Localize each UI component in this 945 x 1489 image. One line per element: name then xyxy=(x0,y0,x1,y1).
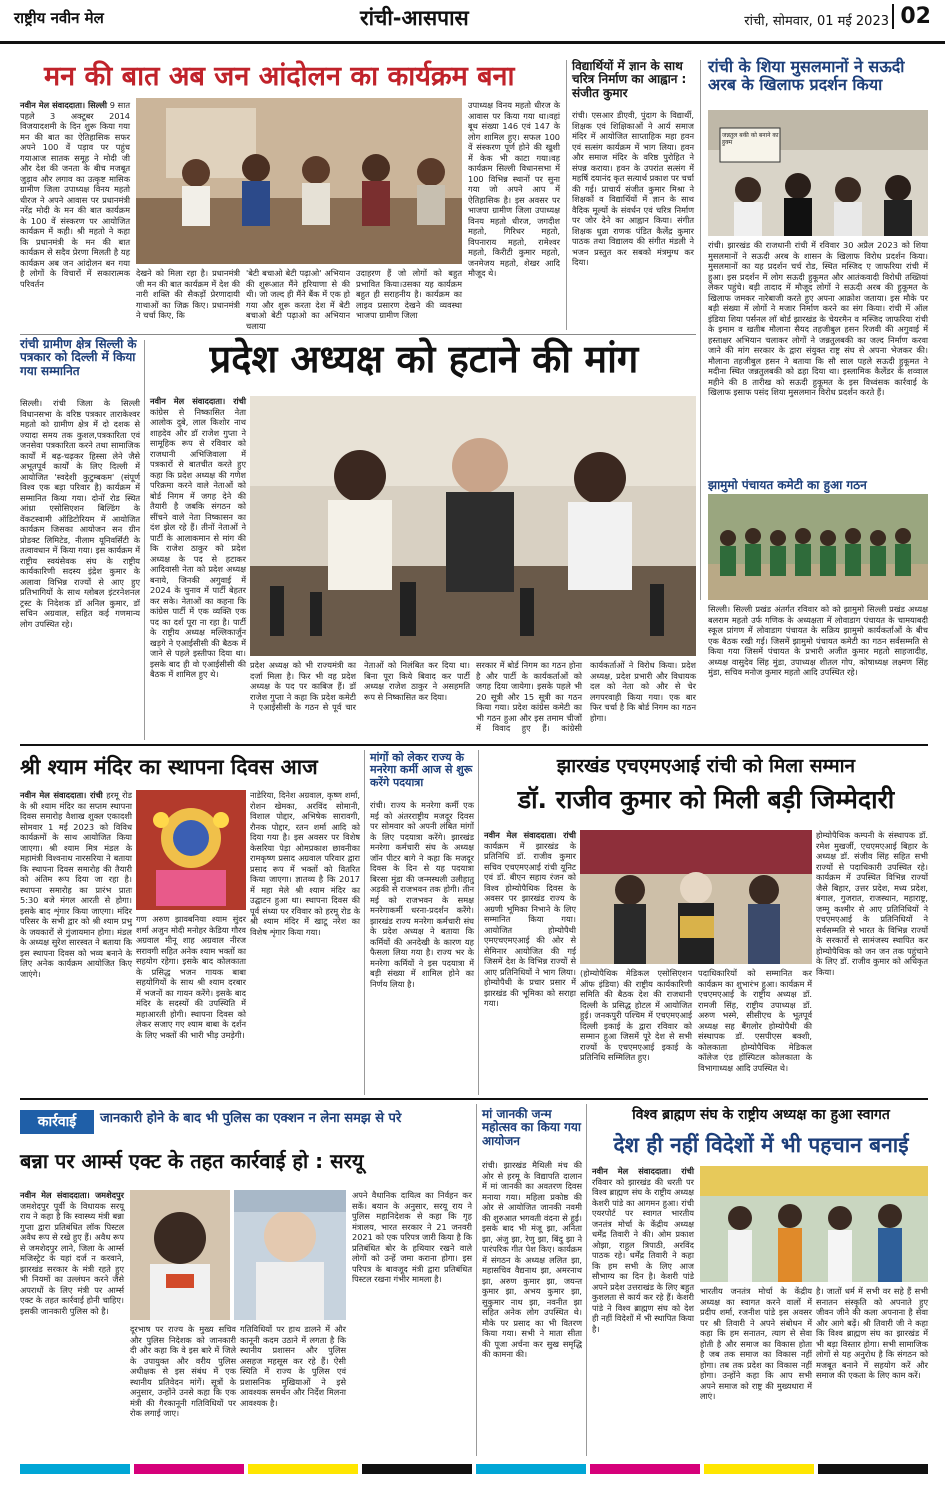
story7-text: रांची। राज्य के मनरेगा कर्मी एक मई को अंतरराष्ट्रीय मजदूर दिवस पर सोमवार को अपनी लंबित मांगों के लिए पदयात्रा करेंगे। झारखंड मनरेगा कर्मचारी संघ के अध्यक्ष जॉन पीटर बागे ने कहा कि मजदूर दिवस के दिन से यह पदयात्रा बिरसा मुंडा की जन्मस्थली उलीहातु अड़की से राजभवन तक होगी। तीन मई को राजभवन के समक्ष मनरेगाकर्मी धरना-प्रदर्शन करेंगे। झारखंड राज्य मनरेगा कर्मचारी संघ के प्रदेश अध्यक्ष ने बताया कि कर्मियों की अनदेखी के कारण यह फैसला लिया गया है। राज्य भर के मनरेगा कर्मियों ने इस पदयात्रा में बड़ी संख्या में शामिल होने का निर्णय लिया है। xyxy=(370,800,474,989)
story9-photo-2 xyxy=(234,1190,346,1320)
story1-text-a: 9 सात पहले 3 अक्टूबर 2014 विजयादशमी के दिन शुरू किया गया मन की बात का ऐतिहासिक सफर अपने 100 वें पड़ाव पर पहुंच गयाआज सातक समूह ने मोदी जी और देश की जनता के बीच मजबूत जुड़ाव और लगाव का उत्कृष्ट मासिक ग्रामीण जिला उपाध्यक्ष विनय महतो धीरज ने अपने आवास पर प्रधानमंत्री नरेंद्र मोदी के मन की बात कार्यक्रम के 100 वें संस्करण पर आयोजित कार्यक्रम में कही। श्री महतो ने कहा कि प्रधानमंत्री के मन की बात कार्यक्रम से सदैव प्रेरणा मिलती है यह कार्यक्रम अब जन आंदोलन बन गया है लोगों के विचारों में सकारात्मक परिवर्तन xyxy=(20,100,130,289)
story11-headline: देश ही नहीं विदेशों में भी पहचान बनाई xyxy=(613,1133,909,1157)
story4-side-text: सिल्ली। रांची जिला के सिल्ली विधानसभा के वरिष्ठ पत्रकार ताराकेश्वर महतो को ग्रामीण क्षेत्र में दो दशक से ज्यादा समय तक कुशल,पत्रकारिता एवं जनसेवा पत्रकारिता करने तथा सामाजिक कार्यों में बढ़-चढ़कर हिस्सा लेने जैसे अभूतपूर्व कार्यों के लिए दिल्ली में आयोजित 'स्वदेशी कुटुम्बकम' (संपूर्ण विश्व एक बड़ा परिवार है) कार्यक्रम में सम्मानित किया गया। दोनों रोड स्थित आंध्रा एसोसिएशन बिल्डिंग के वेंकटस्वामी ऑडिटोरियम में आयोजित कार्यक्रम जिसका आयोजन सन ग्रीन प्रोडक्ट लिमिटेड, नीलाम यूनिवर्सिटी के तत्वावधान में किया गया। इस कार्यक्रम में राष्ट्रीय स्वयंसेवक संघ के राष्ट्रीय कार्यकारिणी सदस्य इंद्रेश कुमार के अलावा विभिन्न राज्यों से आए हुए प्रतिभागियों के साथ ग्लोबल इंटरनेशनल ट्रस्ट के निदेशक डॉ अनिल कुमार, डॉ सचिन अग्रवाल, सहित कई गणमान्य लोग उपस्थित रहे। xyxy=(20,398,140,629)
story2-text: रांची। एसआर डीएवी, पुंदाग के विद्यार्थी, शिक्षक एवं शिक्षिकाओं ने आर्य समाज मंदिर में आयोजित साप्ताहिक महा हवन एवं सत्संग कार्यक्रम में भाग लिया। हवन और समाज मंदिर के वरिष्ठ पुरोहित ने संपन्न कराया। हवन के उपरांत सत्संग में महर्षि दयानंद कृत सत्यार्थ प्रकाश पर चर्चा की गई। प्राचार्य संजीत कुमार मिश्रा ने शिक्षकों व विद्यार्थियों में ज्ञान के साथ वैदिक मूल्यों के संवर्धन एवं चरित्र निर्माण पर जोर देने का आह्वान किया। संगीत शिक्षक धुव्रा राणक पंडित कैलेंद्र कुमार पाठक तथा विद्यालय की संगीत मंडली ने भजन प्रस्तुत कर सबको मंत्रमुग्ध कर दिया। xyxy=(572,110,694,267)
story4-photo xyxy=(250,396,696,656)
story7-headline: मांगों को लेकर राज्य के मनरेगा कर्मी आज से शुरू करेंगे पदयात्रा xyxy=(370,751,473,789)
story9-byline: नवीन मेल संवाददाता। जमशेदपुर xyxy=(20,1190,124,1200)
story9-headline: बन्ना पर आर्म्स एक्ट के तहत कार्रवाई हो : सरयू xyxy=(20,1149,364,1173)
page-number: 02 xyxy=(892,4,931,29)
story3-text: रांची। झारखंड की राजधानी रांची में रविवार 30 अप्रैल 2023 को शिया मुसलमानों ने सऊदी अरब के शासन के खिलाफ विरोध प्रदर्शन किया। मुसलमानों का यह प्रदर्शन चर्च रोड, स्थित मस्जिद ए जाफरिया रांची में हुआ। इस प्रदर्शन में लोग सऊदी हुकूमत और आतंकवादी विरोधी तख्तियां लेकर पहुंचे। बड़ी तादाद में मौजूद लोगों ने सऊदी अरब की हुकूमत के खिलाफ जमकर नारेबाजी करते हुए अपना आक्रोश जताया। इस मौके पर बड़ी संख्या में लोगों ने मजार निर्माण करने का संग किया। रांची में ऑल इंडिया शिया पर्सनल लॉ बोर्ड झारखंड के चेयरमैन व मस्जिद जाफरिया रांची के इमाम व खतीब मौलाना सैयद तहजीबुल हसन रिजवी की अगुवाई में हस्ताक्षर अभियान चलाकर लोगों ने जन्नतुलबकी का जल्द निर्माण करवा जाने की मांग सरकार के द्वारा संयुक्त राष्ट्र संघ से अपना भेजकर की। मौलाना तहजीबुल हसन ने बताया कि सौ साल पहले सऊदी हुकूमत ने मदीना स्थित जन्नतुलबकी को ढहा दिया था। इस्लामिक कैलेंडर के शव्वाल महीने की 8 तारीख को सऊदी हुकूमत के इस विध्वंसक कार्रवाई के खिलाफ इसाफ पसंद शिया मुसलमान विरोध प्रदर्शन करते हैं। xyxy=(708,240,928,397)
story9-photo-1 xyxy=(130,1190,230,1320)
story1-col5: उपाध्यक्ष विनय महतो धीरज के आवास पर किया गया था।वहां बूथ संख्या 146 एवं 147 के लोग शामिल हुए। सफल 100 वें संस्करण पूर्ण होने की खुशी में केक भी काटा गया।वह कार्यक्रम सिल्ली विधानसभा में 100 विभिन्न स्थानों पर सुना गया जो अपने आप में ऐतिहासिक है। इस अवसर पर भाजपा ग्रामीण जिला उपाध्यक्ष विनय महतो धीरज, जगदीश महतो, गिरिधर महतो, विपनाराय महतो, रामेश्वर महतो, किरीटी कुमार महतो, जनमेजय महतो, शेखर आदि मौजूद थे। xyxy=(468,100,560,278)
story10-headline: मां जानकी जन्म महोत्सव का किया गया आयोजन xyxy=(482,1107,581,1148)
dateline: रांची, सोमवार, 01 मई 2023 xyxy=(744,14,889,29)
story11-text-a: रविवार को झारखंड की धरती पर विश्व ब्राह्मण संघ के राष्ट्रीय अध्यक्ष केशरी पांडे का आगमन हुआ। रांची एयरपोर्ट पर स्वागत भारतीय जनतंत्र मोर्चा के केंद्रीय अध्यक्ष धर्मेंद्र तिवारी ने की। ओम प्रकाश ओझा, राहुल त्रिपाठी, अरविंद पाठक रहे। धर्मेंद्र तिवारी ने कहा कि हम सभी के लिए आज सौभाग्य का दिन है। केशरी पांडे अपने प्रदेश उत्तराखंड के लिए बहुत कुशलता से कार्य कर रहे हैं। केशरी पांडे ने विश्व ब्राह्मण संघ को देश ही नहीं विदेशों में भी स्थापित किया है। xyxy=(592,1176,694,1334)
story11-headline-top: विश्व ब्राह्मण संघ के राष्ट्रीय अध्यक्ष का हुआ स्वागत xyxy=(632,1107,890,1123)
story4-col2: प्रदेश अध्यक्ष को भी राज्यमंत्री का दर्जा मिला है। फिर भी वह प्रदेश अध्यक्ष के पद पर काबिज हैं। डॉ राजेश गुप्ता ने कहा कि प्रदेश कमेटी ने एआईसीसी के गठन से पूर्व चार नेताओं को निलंबित कर दिया था। बिना पूरा किये बिवाद कर पार्टी अध्यक्ष राजेश ठाकुर ने असहमति रूप से निष्कासित कर दिया। xyxy=(250,660,470,712)
story1-col4: उदाहरण हैं जो लोगों को बहुत प्रभावित किया।उसका यह कार्यक्रम बहुत ही सराहनीय है। कार्यक्रम का लाइव प्रसारण देखने की व्यवस्था भाजपा ग्रामीण जिला xyxy=(356,268,462,320)
story4-text-a: कांग्रेस से निष्कासित नेता आलोक दुबे, लाल किशोर नाथ शाहदेव और डॉ राजेश गुप्ता ने सामूहिक रूप से रविवार को राजधानी अभिजिवाला में पत्रकारों से बातचीत करते हुए कहा कि प्रदेश अध्यक्ष की गणेश परिक्रमा करने वाले नेताओं को बोर्ड निगम में जगह देने की तैयारी है जबकि संगठन को सींचने वाले नेता निष्कासन का दंश झेल रहे हैं। तीनों नेताओं ने पार्टी के आलाकमान से मांग की कि राजेश ठाकुर को प्रदेश अध्यक्ष के पद से हटाकर आदिवासी नेता को प्रदेश अध्यक्ष बनाये, जिनकी अगुवाई में 2024 के चुनाव में पार्टी बेहतर कर सके। नेताओं का कहना कि कांग्रेस पार्टी में एक व्यक्ति एक पद का दर्श पूरा ना रहा है। पार्टी के राष्ट्रीय अध्यक्ष मल्लिकार्जुन खड़गे ने एआईसीसी की बैठक में जाने से पहले इस्तीफा दिया था। इसके बाद ही वो एआईसीसी की बैठक में शामिल हुए थे। xyxy=(150,406,246,679)
story8-byline: नवीन मेल संवाददाता। रांची xyxy=(484,830,576,840)
story6-col1 xyxy=(20,790,132,1092)
story5-text: सिल्ली। सिल्ली प्रखंड अंतर्गत रविवार को को झामुमो सिल्ली प्रखंड अध्यक्ष बलराम महतो उर्फ गणिक के अध्यक्षता में लोवाडाग पंचायत के चामयाबदी स्कूल प्रांगण में लोवाडाग पंचायत के सक्रिय झामुमो कार्यकर्ताओं के बीच एक बैठक रखी गई। जिसमें झामुमो पंचायत कमेटी का गठन सर्वसम्मति से किया गया जिसमें पंचायत के प्रभारी अजीत कुमार महतो साहजादीह, अध्यक्ष वासुदेव सिंह मुंडा, उपाध्यक्ष शीतल गोप, कोषाध्यक्ष लक्ष्मण सिंह मुंडा, सचिव मनोज कुमार महतो आदि उपस्थित रहे। xyxy=(708,604,928,677)
story6-byline: नवीन मेल संवाददाता। रांची xyxy=(20,790,103,800)
story6-headline: श्री श्याम मंदिर का स्थापना दिवस आज xyxy=(20,755,318,779)
story10-text: रांची। झारखंड मैथिली मंच की ओर से हरमू के विद्यापति दालान में मां जानकी का अवतरण दिवस मनाया गया। महिला प्रकोष्ठ की ओर से आयोजित जानकी नवमी की शुरुआत भगवती वंदना से हुई। इसके बाद भी मंजू झा, अनिता झा, अंजु झा, रेणु झा, बिंदु झा ने पारंपरिक गीत पेश किए। कार्यक्रम में संगठन के अध्यक्ष ललित झा, महासचिव वैद्यनाथ झा, अमरनाथ झा, अरुण कुमार झा, जयन्त कुमार झा, अभय कुमार झा, सुकुमार नाथ झा, नवनीत झा सहित अनेक लोग उपस्थित थे। मौके पर प्रसाद का भी वितरण किया गया। सभी ने माता सीता की पूजा अर्चना कर सुख समृद्धि की कामना की। xyxy=(482,1160,582,1359)
story11-photo xyxy=(700,1166,928,1282)
story1-photo xyxy=(136,98,462,264)
story8-photo xyxy=(580,830,812,964)
story9-col2: दूरभाष पर राज्य के मुख्य सचिव और पुलिस निदेशक को जानकारी दी और कहा कि वे इस बारे में जिले के उपायुक्त और वरीय पुलिस अधीक्षक से इस संबंध में एक स्थानीय प्रतिवेदन मांगें। सूत्रों के अनुसार, उन्होंने उनसे कहा कि एक मंत्री की गैरकानूनी गतिविधियों पर रोक लगाई जाए। xyxy=(130,1324,236,1418)
story3-photo xyxy=(708,110,928,236)
story4-col3: सरकार में बोर्ड निगम का गठन होना है और पार्टी के कार्यकर्ताओं को जगह दिया जायेगा। इसके पहले भी 20 सूत्री और 15 सूत्री का गठन किया गया। प्रदेश कांग्रेस कमेटी का भी गठन हुआ और इस तमाम चीजों में विवाद हुए हैं। कांग्रेसी कार्यकर्ताओं ने विरोध किया। प्रदेश अध्यक्ष, प्रदेश प्रभारी और विधायक दल को नेता को और से चेर लगपरवाही किया गया। एक बार फिर चर्चा है कि बोर्ड निगम का गठन होगा। xyxy=(476,660,696,733)
story4-byline: नवीन मेल संवाददाता। रांची xyxy=(150,396,246,406)
story2-headline: विद्यार्थियों में ज्ञान के साथ चरित्र निर्माण का आह्वान : संजीत कुमार xyxy=(572,59,687,100)
story11-col1 xyxy=(592,1166,694,1452)
story6-text-a: हरमू रोड के श्री श्याम मंदिर का सप्तम स्थापना दिवस समारोह वैशाख शुक्ल एकादशी सोमवार 1 मई 2023 को विविध कार्यक्रमों के साथ आयोजित किया जाएगा। श्री श्याम मित्र मंडल के महामंत्री विश्वनाथ नारसरिया ने बताया कि स्थापना दिवस समारोह की तैयारी को अंतिम रूप दिया जा रहा है। स्थापना समारोह का प्रारंभ प्रातः 5:30 बजे मंगल आरती से होगा। इसके बाद शृंगार किया जाएगा। मंदिर परिसर के सभी द्वार को श्री श्याम प्रभु के जयकारों से गुंजायमान होगा। मंडल के अध्यक्ष सुरेश सारस्वत ने बताया कि इस स्थापना दिवस को भव्य बनाने के लिए अनेक कार्यक्रम आयोजित किए जाएंगे। xyxy=(20,790,133,979)
story3-placard: जन्नतुल बकी को बनाने का हुक्म xyxy=(722,132,779,147)
story1-col2: देखने को मिला रहा है। प्रधानमंत्री जी मन की बात कार्यक्रम में देश की नारी शक्ति की सैकड़ों प्रेरणादायी गाथाओं का जिक्र किए। प्रधानमंत्री ने चर्चा किए, कि xyxy=(136,268,240,320)
story9-tag: कार्रवाई xyxy=(20,1110,94,1134)
story8-text-a: कार्यक्रम में झारखंड के प्रतिनिधि डॉ. राजीव कुमार सचिव एचएमएआई रांची यूनिट एवं डॉ. बीएन सहाय रंजन को विश्व होम्योपैथिक दिवस के अवसर पर झारखंड राज्य के अग्रणी भूमिका निभाने के लिए सम्मानित किया गया। आयोजित होम्योपैथी एमएचएमएआई की ओर से सेमिनार आयोजित की गई जिसमें देश के विभिन्न राज्यों से आए प्रतिनिधियों ने भाग लिया। होम्योपैथी के प्रचार प्रसार में झारखंड की भूमिका को सराहा गया। xyxy=(484,840,576,1008)
story4-col1 xyxy=(150,396,246,738)
section-title: रांची-आसपास xyxy=(360,6,469,30)
story1-headline: मन की बात अब जन आंदोलन का कार्यक्रम बना xyxy=(44,61,515,92)
story6-col2: गण अरुण झावबनिया श्याम सुंदर शर्मा अजुन मोदी मनोहर केडिया गौरव अग्रवाल मीनू शाह अग्रवाल नीरज सरावगी सहित अनेक श्याम भक्तों का सहयोग रहेगा। इसके बाद कोलकाता के प्रसिद्ध भजन गायक बाबा सहयोगियों के साथ श्री श्याम दरबार में भजनों का गायन करेंगे। इसके बाद मंदिर के सदस्यों की उपस्थिति में महाआरती होगी। स्थापना दिवस को लेकर सजाए गए श्याम बाबा के दर्शन के लिए भक्तों की भारी भीड़ उमड़ेगी। xyxy=(136,914,246,1040)
story8-col3: पदाधिकारियों को सम्मानित कर कार्यक्रम का शुभारंभ हुआ। कार्यक्रम में एचएमएआई के राष्ट्रीय अध्यक्ष डॉ. रामजी सिंह, राष्ट्रीय उपाध्यक्ष डॉ. अरुण भस्मे, सीसीएच के भूतपूर्व अध्यक्ष सह बैंगलोर होम्योपैथी की संस्थापक डॉ. एसपीएस बक्शी, कोलकाता होम्योपैथिक मेडिकल कॉलेज एंड हॉस्पिटल कोलकाता के विभागाध्यक्ष आदि उपस्थित थे। xyxy=(698,968,812,1073)
story3-headline: रांची के शिया मुसलमानों ने सऊदी अरब के खिलाफ प्रदर्शन किया xyxy=(708,57,905,94)
story8-col1 xyxy=(484,830,576,1008)
story9-kicker: जानकारी होने के बाद भी पुलिस का एक्शन न लेना समझ से परे xyxy=(100,1111,402,1126)
story4-side-headline: रांची ग्रामीण क्षेत्र सिल्ली के पत्रकार को दिल्ली में किया गया सम्मानित xyxy=(20,337,137,378)
story11-byline: नवीन मेल संवाददाता। रांची xyxy=(592,1166,694,1176)
story5-photo xyxy=(708,494,928,600)
story8-col4: होम्योपैथिक कम्पनी के संस्थापक डॉ. रमेश मुखर्जी, एचएमएआई बिहार के अध्यक्ष डॉ. संजीव सिंह सहित सभी राज्यों से पदाधिकारी उपस्थित रहे। कार्यक्रम में उपस्थित विभिन्न राज्यों जैसे बिहार, उत्तर प्रदेश, मध्य प्रदेश, बंगाल, गुजरात, राजस्थान, महाराष्ट्र, जम्मू कश्मीर से आए प्रतिनिधियों ने एचएमएआई के प्रतिनिधियों ने सर्वसम्मति से भारत के विभिन्न राज्यों के सरकारों से सामंजस्य स्थापित कर होम्योपैथिक को जन जन तक पहुंचाने के लिए डॉ. राजीव कुमार को अधिकृत किया। xyxy=(816,830,928,977)
story9-col1 xyxy=(20,1190,124,1452)
story8-col2: (होम्योपैथिक मेडिकल एसोसिएशन ऑफ इंडिया) की राष्ट्रीय कार्यकारिणी समिति की बैठक देश की राजधानी दिल्ली के प्रसिद्ध होटल में आयोजित हुई। जनकपुरी पश्चिम में एचएमएआई दिल्ली इकाई के द्वारा रविवार को सम्मान हुआ जिसमें पूरे देश से सभी राज्यों के एचएमएआई इकाई के प्रतिनिधि सम्मिलित हुए। xyxy=(580,968,692,1062)
story8-headline: डॉ. राजीव कुमार को मिली बड़ी जिम्मेदारी xyxy=(517,785,895,814)
story1-col3: 'बेटी बचाओ बेटी पढ़ाओ' अभियान की शुरूआत मैंने हरियाणा से की थी। जो जल्द ही मैंने बैंक में एक हो गया और शुरू करता देश में बेटी बचाओ बेटी पढ़ाओ का अभियान चलाया xyxy=(246,268,350,331)
page-header xyxy=(0,0,945,44)
story5-headline: झामुमो पंचायत कमेटी का हुआ गठन xyxy=(708,478,867,492)
story9-col3: गतिविधियों पर हाथ डालने में और कानूनी कदम उठाने में लगता है कि स्थानीय प्रशासन और पुलिस असहज महसूस कर रहे हैं। ऐसी स्थिति में राज्य के पुलिस एवं प्रशासनिक मुखियाओं ने इसे आवश्यक समर्थन और निर्देश मिलना आवश्यक है। xyxy=(240,1324,346,1408)
story1-col1 xyxy=(20,100,130,330)
story1-byline: नवीन मेल संवाददाता। सिल्ली xyxy=(20,100,108,110)
story8-headline-top: झारखंड एचएमएआई रांची को मिला सम्मान xyxy=(556,755,856,777)
story6-col3: नाडेरिया, दिनेश अग्रवाल, कृष्ण शर्मा, रोशन खेमका, अरविंद सोमानी, विशाल पोद्दार, अभिषेक सारावगी, रौनक पोद्दार, रतन शर्मा आदि को दिया गया है। इस अवसर पर विशेष केसरिया पेड़ा ओमप्रकाश छावनीका रामकृष्ण प्रसाद अग्रवाल परिवार द्वारा प्रसाद रूप में भक्तों को वितरित किया जाएगा। ज्ञातव्य है कि 2017 में महा मेले श्री श्याम मंदिर का उद्घाटन हुआ था। स्थापना दिवस की पूर्व संध्या पर रविवार को हरमू रोड के श्री श्याम मंदिर में खाटू नरेश का विशेष शृंगार किया गया। xyxy=(250,790,360,937)
masthead: राष्ट्रीय नवीन मेल xyxy=(14,9,104,27)
story4-headline: प्रदेश अध्यक्ष को हटाने की मांग xyxy=(209,337,639,381)
story6-photo xyxy=(136,790,246,910)
story11-col2: भारतीय जनतंत्र मोर्चा के केंद्रीय अध्यक्ष का स्वागत करने वालों में प्रदीप शर्मा, रजनीश पांडे इस अवसर पर श्री तिवारी ने अपने संबोधन में कहा कि हम सनातन, त्याग से सेवा होती है और समाज का विकास होता है जब तक समाज का विकास नहीं होगा। तब तक प्रदेश का विकास नहीं होगा। उन्होंने कहा कि आप सभी अपने समाज को राष्ट्र की मुख्यधारा में लाएं। xyxy=(700,1286,812,1401)
story9-text-a: जमशेदपुर पूर्वी के विधायक सरयू राय ने कहा है कि स्वास्थ्य मंत्री बन्ना गुप्ता द्वारा प्रतिबंधित लॉक पिस्टल अवैध रूप से रखे हुए हैं। अवैध रूप से जमशेदपुर लाने, जिला के आर्म्स मजिस्ट्रेट के यहां दर्ज न करवाने, झारखंड सरकार के मंत्री रहते हुए भी नियमों का उल्लंघन करने जैसे अपराधों के लिए मंत्री पर आर्म्स एक्ट के तहत कार्रवाई होनी चाहिए। इसकी जानकारी पुलिस को है। xyxy=(20,1200,124,1316)
story9-col4: अपने वैधानिक दायित्व का निर्वहन कर सकें। बयान के अनुसार, सरयू राय ने पुलिस महानिदेशक से कहा कि गृह मंत्रालय, भारत सरकार ने 21 जनवरी 2021 को एक परिपत्र जारी किया है कि प्रतिबंधित बोर के हथियार रखने वाले लोगों को उन्हें जमा कराना होगा। इस परिपत्र के बावजूद मंत्री द्वारा प्रतिबंधित पिस्टल रखना गंभीर मामला है। xyxy=(352,1190,472,1284)
color-registration-strip xyxy=(20,1464,928,1474)
story11-col3: है। जातों धर्म में सभी वर सहे हैं सभी सनातन संस्कृति को अपनाते हुए जीवन जीने की कला अपनाना है सेवा और आगे बढ़ें। श्री तिवारी जी ने कहा कि विश्व ब्राह्मण संघ का झारखंड में भी बड़ा विस्तार होगा। सभी सामाजिक लोगों से यह अनुरोध है कि संगठन को मजबूत बनाने में सहयोग करें और समाज की एकता के लिए काम करें। xyxy=(816,1286,928,1380)
